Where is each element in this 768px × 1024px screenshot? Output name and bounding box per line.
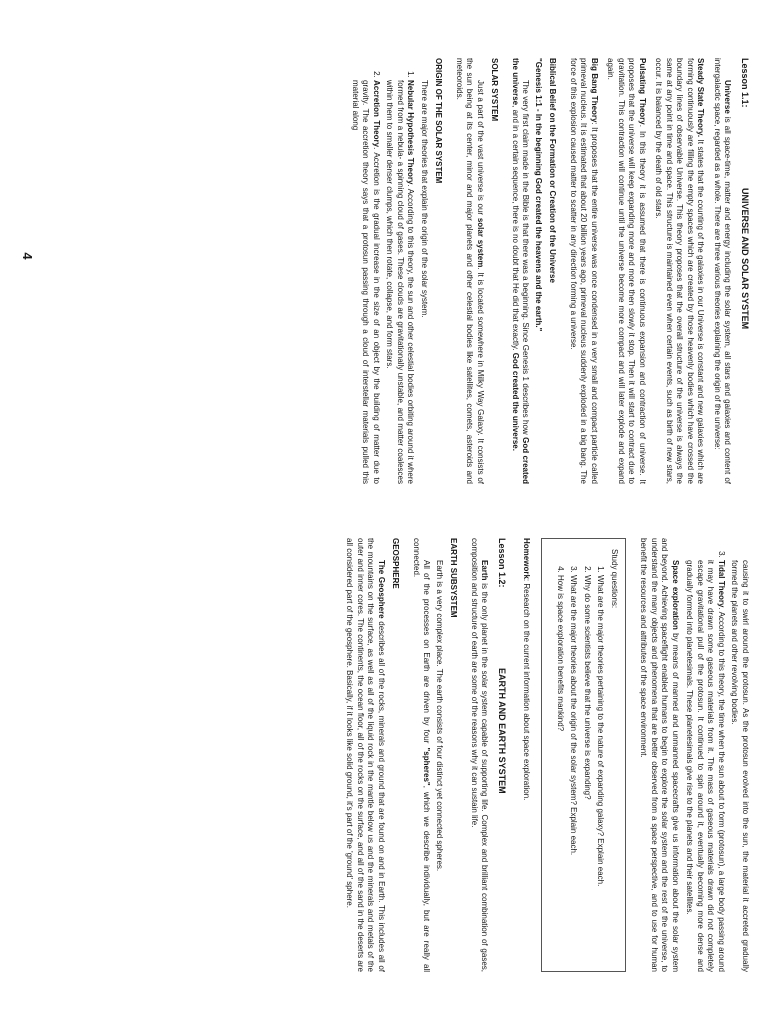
list-item: 4. How is space exploration benefits mankind? xyxy=(555,575,566,961)
accretion-continued xyxy=(729,538,750,972)
earth-subsystem-title: EARTH SUBSYSTEM xyxy=(449,538,459,618)
homework-label: Homework xyxy=(522,538,532,579)
geosphere-paragraph: The Geosphere describes all of the rocks, minerals and ground that are found on and in Earth. This includes all of the mountains on the surface, as well as all of the liquid rock in the mantle below us and the minerals and metals of the outer and inner cores. The continents, the ocean floor, all of the rocks on the surface, and all of the sand in the deserts are all considered part of the geosphere. Basically, if it looks like solid ground, it's part of the 'ground' sphere. xyxy=(345,538,386,972)
term-pulsating: Pulsating Theory xyxy=(638,58,647,125)
pulsating-theory: Pulsating Theory. In this theory it is assumed that there is continuous expansion and contraction of universe. It proposes that the universe will keep expanding more and more then slowly it stop. Then it will start to contract due to gravitation. This contraction will continue until the universe become more compact and will later explode and expand again. xyxy=(606,58,647,484)
subsystem-paragraph-2: All of the processes on Earth are driven by four "spheres", which we describe individually, but are really all connected. xyxy=(412,538,432,972)
genesis-paragraph: The very first claim made in the Bible is that there was a beginning. Since Genesis 1 describes how God created the universe, and in a certain sequence, there is no doubt that He did that exactly. God created the universe. xyxy=(511,58,531,484)
lesson-number: Lesson 1.1: xyxy=(740,58,750,108)
lesson-1-1-heading xyxy=(740,58,751,484)
study-questions-box xyxy=(542,538,627,972)
page-right xyxy=(0,512,768,1024)
biblical-belief-title: Biblical Belief on the Formation or Creation of the Universe xyxy=(548,58,558,283)
lesson-title: EARTH AND EARTH SYSTEM xyxy=(497,668,507,794)
page-number: 4 xyxy=(20,252,35,260)
list-item: 1. What are the major theories pertaining to the nature of expanding galaxy? Explain each. xyxy=(595,575,606,961)
term-steady-state: Steady State Theory. xyxy=(696,58,706,138)
earth-paragraph: Earth is the only planet in the solar system capable of supporting life. Complex and brilliant combination of gases, composition and structure of earth are some of the reasons why it can sustain life. xyxy=(470,538,490,972)
list-item: 2. Accretion Theory. Accretion is the gradual increase in the size of an object by the building of matter due to gravity. The accretion theory says that a protosun passing through a cloud of interstellar materials pulled this material along xyxy=(350,80,382,484)
subsystem-paragraph-1: Earth is a very complex place. The earth consists of four distinct yet connected spheres. xyxy=(435,560,444,872)
study-questions-list xyxy=(555,549,606,961)
list-item: 3. What are the major theories about the origin of the solar system? Explain each. xyxy=(568,575,579,961)
lesson-1-2-heading xyxy=(497,538,508,972)
list-item: 2. Why do some scientists believe that the universe is expanding? xyxy=(582,575,593,961)
big-bang-theory: Big Bang Theory: It proposes that the entire universe was once condensed in a very small and compact particle called primeval nucleus. It is estimated that about 20 billion years ago, primeval nucleus suddenly exploded in a big bang. The force of this explosion caused matter to scatter in any direction forming a universe. xyxy=(569,58,599,484)
genesis-quote: "Genesis 1:1 - In the beginning God created the heavens and the earth." xyxy=(534,58,543,332)
origin-theories-list xyxy=(350,58,416,484)
origin-intro: There are major theories that explain the origin of the solar system. xyxy=(420,80,429,318)
origin-solar-system-title: ORIGIN OF THE SOLAR SYSTEM xyxy=(434,58,444,184)
solar-system-title: SOLAR SYSTEM xyxy=(490,58,500,122)
list-item: 3. Tidal Theory. According to this theory, the time when the sun about to form (protosun), a large body passing around it may have drawn some gaseous materials from it. The mass of gaseous materials drawn did not completely escape gravitational pull of the protosun. It continued to spin around it, eventually becoming more dense and gradually formed into planetesimals. These planetesimals give rise to the planets and their satellites. xyxy=(684,560,726,972)
homework: Homework: Research on the current information about space exploration. xyxy=(522,538,532,801)
space-exploration-paragraph: Space exploration by means of manned and unmanned spacecrafts give us information about the solar system and beyond. Achieving spaceflight enabled humans to begin to explore the solar system and the rest of the universe, to understand the many objects and phenomena that are better observed from a space perspective, and to use for human benefit the resources and attributes of the space environment. xyxy=(639,538,680,972)
solar-system-paragraph: Just a part of the vast universe is our solar system. It is located somewhere in Milky Way Galaxy. It consists of the sun being at its center, minor and major planets and other celestial bodies like satellites, comets, asteroids and meteoroids. xyxy=(455,58,485,485)
study-questions-title: Study questions: xyxy=(610,549,619,609)
universe-definition: Universe is all space-time, matter and energy including the solar system, all stars and galaxies and content of intergalactic space, regarded as a whole. There are three various theories explaining the origin of the universe: xyxy=(713,58,733,484)
lesson-number: Lesson 1.2: xyxy=(497,538,507,588)
steady-state-theory: Steady State Theory. It states that the counting of the galaxies in our Universe is constant and new galaxies which are forming continuously are filling the empty spaces which are created by those heavenly bodies which have crossed the boundary lines of observable Universe. This theory proposes that the overall structure of the universe is always the same at any point in time and space. This structure is maintained even when certain events, such as birth of new stars, occur. It is balanced by the death of old stars. xyxy=(654,58,706,484)
geosphere-title: GEOSPHERE xyxy=(391,538,401,589)
list-item: 1. Nebular Hypothesis Theory. According to this theory, the sun and other celestial bodies orbiting around it where formed from a nebula- a spinning cloud of gases. These clouds are gravitationally unstable, and matter coalesces within them to smaller denser clumps, which then rotate, collapse, and form stars. xyxy=(384,80,416,484)
lesson-title: UNIVERSE AND SOLAR SYSTEM xyxy=(740,188,750,330)
term-universe: Universe xyxy=(723,80,733,114)
term-big-bang: Big Bang Theory xyxy=(590,58,599,123)
list-item: causing it to swirl around the protosun. As the protosun evolved into the sun, the material it accreted gradually formed the planets and other revolving bodies. xyxy=(730,560,750,972)
tidal-theory-list xyxy=(684,538,726,972)
